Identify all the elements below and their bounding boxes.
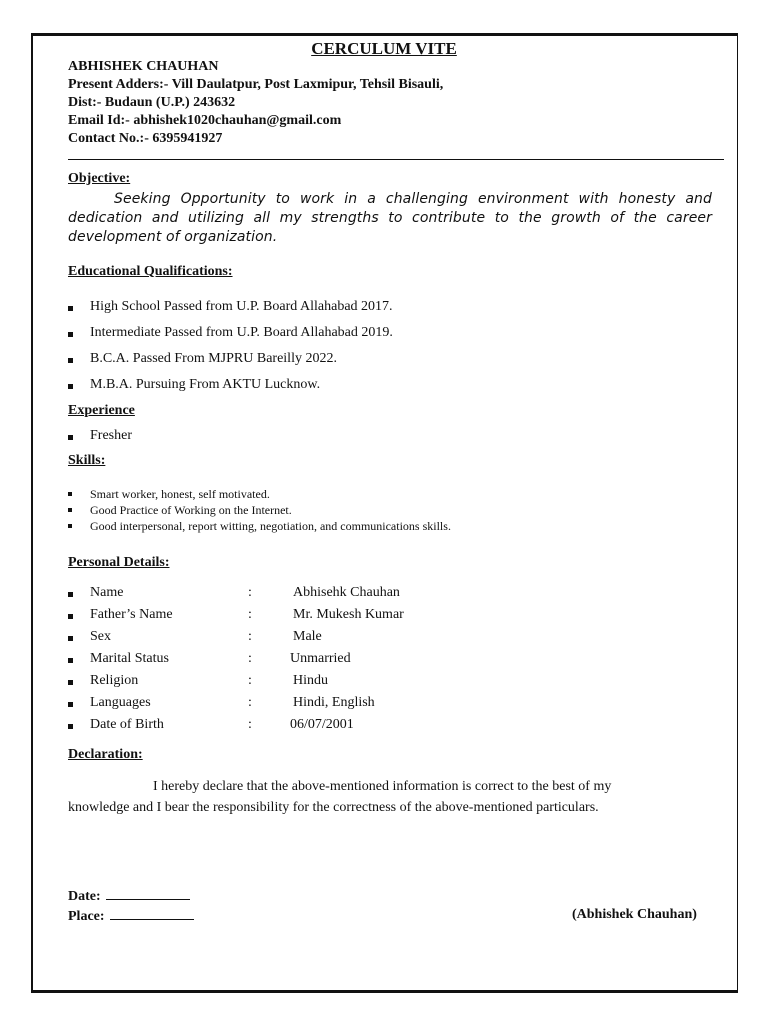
detail-value: 06/07/2001 — [290, 717, 354, 732]
skills-heading: Skills: — [68, 453, 106, 468]
detail-value: Hindu — [293, 673, 328, 688]
candidate-name: ABHISHEK CHAUHAN — [68, 59, 219, 74]
place-field — [68, 907, 194, 925]
list-item-text: Good Practice of Working on the Internet. — [90, 503, 292, 517]
detail-label: Father’s Name — [90, 607, 173, 622]
place-blank-line — [110, 907, 194, 920]
detail-separator: : — [248, 695, 252, 710]
detail-value: Unmarried — [290, 651, 351, 666]
date-blank-line — [106, 887, 190, 900]
signature-name: (Abhishek Chauhan) — [572, 907, 697, 922]
detail-value: Mr. Mukesh Kumar — [293, 607, 404, 622]
list-item-text: High School Passed from U.P. Board Allahabad 2017. — [90, 299, 393, 314]
email-line: Email Id:- abhishek1020chauhan@gmail.com — [68, 113, 342, 128]
objective-heading: Objective: — [68, 171, 131, 186]
list-item-text: B.C.A. Passed From MJPRU Bareilly 2022. — [90, 351, 337, 366]
detail-label: Name — [90, 585, 124, 600]
detail-label: Religion — [90, 673, 139, 688]
contact-line: Contact No.:- 6395941927 — [68, 131, 223, 146]
education-heading: Educational Qualifications: — [68, 264, 233, 279]
declaration-heading: Declaration: — [68, 747, 143, 762]
date-label: Date: — [68, 889, 101, 904]
document-title: CERCULUM VITE — [311, 39, 457, 58]
detail-label: Languages — [90, 695, 151, 710]
list-item-text: Smart worker, honest, self motivated. — [90, 487, 270, 501]
header-divider — [68, 159, 724, 160]
declaration-text: I hereby declare that the above-mentioned information is correct to the best of my knowledge and I bear the responsibility for the correctness of the above-mentioned particulars. — [68, 779, 612, 815]
address-line-2: Dist:- Budaun (U.P.) 243632 — [68, 95, 236, 110]
list-item-text: Good interpersonal, report witting, negotiation, and communications skills. — [90, 519, 451, 533]
personal-details-heading: Personal Details: — [68, 555, 170, 570]
place-label: Place: — [68, 909, 105, 924]
detail-label: Sex — [90, 629, 111, 644]
list-item-text: Intermediate Passed from U.P. Board Allahabad 2019. — [90, 325, 393, 340]
detail-separator: : — [248, 629, 252, 644]
detail-value: Abhisehk Chauhan — [293, 585, 400, 600]
detail-label: Date of Birth — [90, 717, 164, 732]
list-item-text: M.B.A. Pursuing From AKTU Lucknow. — [90, 377, 321, 392]
detail-separator: : — [248, 673, 252, 688]
objective-text: Seeking Opportunity to work in a challenging environment with honesty and dedication and utilizing all my strengths to contribute to the growth of the career development of organization. — [68, 191, 712, 245]
detail-label: Marital Status — [90, 651, 169, 666]
experience-heading: Experience — [68, 403, 135, 418]
detail-separator: : — [248, 607, 252, 622]
detail-value: Hindi, English — [293, 695, 375, 710]
address-line-1: Present Adders:- Vill Daulatpur, Post Laxmipur, Tehsil Bisauli, — [68, 77, 444, 92]
detail-value: Male — [293, 629, 322, 644]
list-item-text: Fresher — [90, 428, 132, 443]
detail-separator: : — [248, 585, 252, 600]
date-field — [68, 887, 190, 905]
detail-separator: : — [248, 717, 252, 732]
detail-separator: : — [248, 651, 252, 666]
